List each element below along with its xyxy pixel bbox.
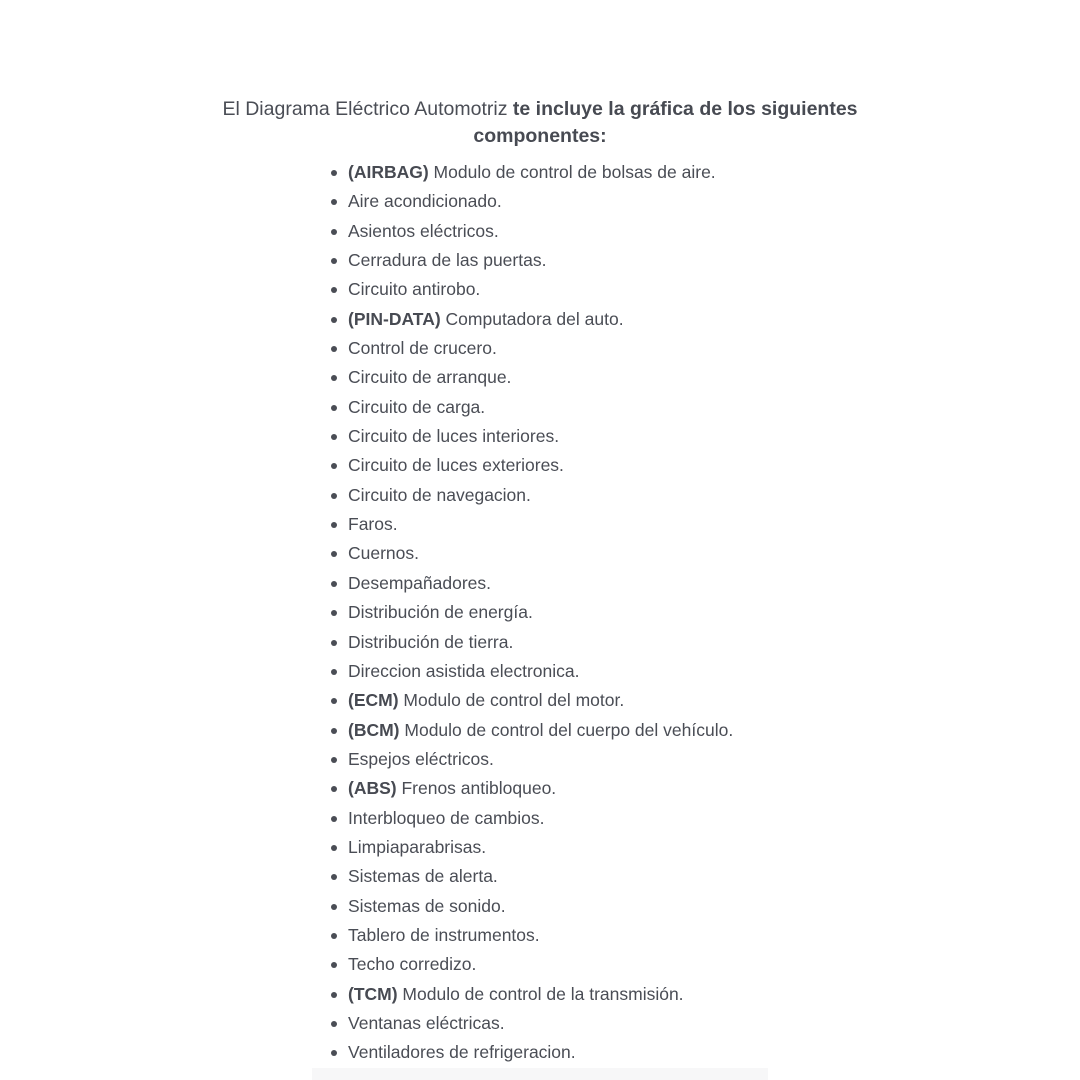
list-item	[329, 187, 733, 216]
list-item-text: Direccion asistida electronica.	[348, 660, 580, 681]
list-item	[329, 598, 733, 627]
list-item-text: Circuito de arranque.	[348, 367, 512, 388]
list-item-text: Faros.	[348, 514, 398, 535]
list-item-text: Sistemas de sonido.	[348, 895, 506, 916]
bullet-icon	[331, 463, 337, 469]
list-item-tag: (PIN-DATA)	[348, 308, 441, 329]
list-item	[329, 305, 733, 334]
intro-heading-bold: te incluye la gráfica de los siguientes componentes:	[473, 97, 858, 147]
list-item-tag: (AIRBAG)	[348, 162, 429, 182]
list-item	[329, 804, 733, 833]
list-item-text: Interbloqueo de cambios.	[348, 807, 545, 828]
list-item	[329, 1009, 733, 1038]
list-item	[329, 539, 733, 568]
list-item	[329, 833, 733, 862]
list-item-text: Sistemas de alerta.	[348, 866, 498, 887]
list-item	[329, 628, 733, 657]
list-item-text: Ventanas eléctricas.	[348, 1012, 505, 1033]
list-item-text: Computadora del auto.	[440, 308, 624, 329]
bottom-divider	[312, 1068, 768, 1080]
bullet-icon	[331, 962, 337, 968]
list-item	[329, 1038, 733, 1067]
list-item	[329, 246, 733, 275]
list-item-text: Circuito antirobo.	[348, 279, 481, 300]
bullet-icon	[331, 1021, 337, 1027]
list-item-text: Aire acondicionado.	[348, 191, 502, 212]
list-item-text: Frenos antibloqueo.	[396, 778, 557, 799]
list-item-text: Techo corredizo.	[348, 954, 477, 975]
bullet-icon	[331, 610, 337, 616]
list-item	[329, 892, 733, 921]
list-item-tag: (ECM)	[348, 690, 399, 711]
list-item-text: Tablero de instrumentos.	[348, 924, 540, 945]
list-item-text: Ventiladores de refrigeracion.	[348, 1042, 576, 1063]
intro-heading	[200, 96, 880, 150]
list-item-text: Cuernos.	[348, 543, 420, 564]
bullet-icon	[331, 698, 337, 704]
bullet-icon	[331, 874, 337, 880]
list-item	[329, 716, 733, 745]
component-list	[329, 158, 733, 1068]
list-item-tag: (ABS)	[348, 778, 397, 799]
bullet-icon	[331, 845, 337, 851]
list-item	[329, 774, 733, 803]
list-item	[329, 686, 733, 715]
list-item-text: Distribución de energía.	[348, 602, 533, 623]
bullet-icon	[331, 1050, 337, 1056]
list-item	[329, 275, 733, 304]
bullet-icon	[331, 786, 337, 792]
list-item	[329, 510, 733, 539]
list-item-text: Circuito de navegacion.	[348, 484, 531, 505]
bullet-icon	[331, 346, 337, 352]
list-item	[329, 980, 733, 1009]
list-item-text: Limpiaparabrisas.	[348, 836, 487, 857]
bullet-icon	[331, 287, 337, 293]
list-item-text: Distribución de tierra.	[348, 631, 514, 652]
list-item	[329, 657, 733, 686]
list-item	[329, 334, 733, 363]
bullet-icon	[331, 933, 337, 939]
list-item	[329, 481, 733, 510]
bullet-icon	[331, 581, 337, 587]
list-item-text: Espejos eléctricos.	[348, 748, 494, 769]
list-item	[329, 569, 733, 598]
list-item-text: Modulo de control del motor.	[398, 690, 625, 711]
list-item-text: Modulo de control del cuerpo del vehículo.	[399, 719, 734, 740]
bullet-icon	[331, 493, 337, 499]
list-item	[329, 745, 733, 774]
list-item	[329, 158, 733, 187]
list-item-text: Desempañadores.	[348, 572, 491, 593]
bullet-icon	[331, 816, 337, 822]
intro-heading-normal: El Diagrama Eléctrico Automotriz	[222, 97, 513, 120]
list-item-text: Asientos eléctricos.	[348, 220, 499, 241]
bullet-icon	[331, 728, 337, 734]
bullet-icon	[331, 669, 337, 675]
bullet-icon	[331, 317, 337, 323]
list-item	[329, 921, 733, 950]
bullet-icon	[331, 904, 337, 910]
list-item-text: Cerradura de las puertas.	[348, 250, 547, 271]
list-item-text: Modulo de control de la transmisión.	[397, 983, 684, 1004]
list-item-text: Control de crucero.	[348, 338, 497, 359]
list-item-text: Circuito de carga.	[348, 396, 486, 417]
list-item	[329, 217, 733, 246]
bullet-icon	[331, 434, 337, 440]
bullet-icon	[331, 757, 337, 763]
bullet-icon	[331, 405, 337, 411]
list-item-text: Modulo de control de bolsas de aire.	[428, 162, 716, 182]
list-item	[329, 363, 733, 392]
list-item-text: Circuito de luces exteriores.	[348, 455, 564, 476]
list-item	[329, 451, 733, 480]
bullet-icon	[331, 992, 337, 998]
bullet-icon	[331, 640, 337, 646]
list-item	[329, 422, 733, 451]
bullet-icon	[331, 551, 337, 557]
list-item	[329, 950, 733, 979]
bullet-icon	[331, 170, 337, 176]
bullet-icon	[331, 229, 337, 235]
bullet-icon	[331, 199, 337, 205]
bullet-icon	[331, 375, 337, 381]
list-item-tag: (BCM)	[348, 719, 400, 740]
list-item	[329, 393, 733, 422]
bullet-icon	[331, 258, 337, 264]
list-item	[329, 862, 733, 891]
list-item-text: Circuito de luces interiores.	[348, 426, 560, 447]
bullet-icon	[331, 522, 337, 528]
list-item-tag: (TCM)	[348, 983, 398, 1004]
